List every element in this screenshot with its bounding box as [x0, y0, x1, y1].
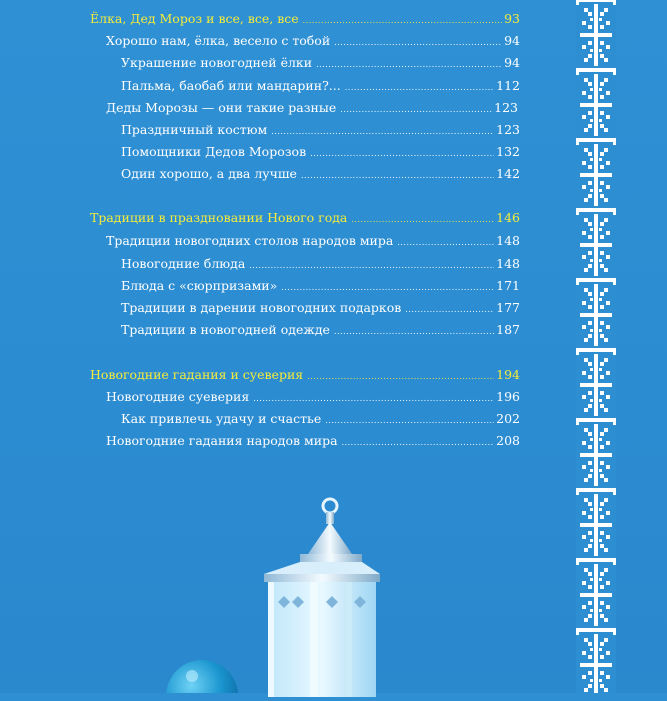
- toc-entry-page: 196: [496, 389, 520, 404]
- toc-entry-label: Традиции в дарении новогодних подарков: [121, 300, 402, 315]
- toc-entry[interactable]: [121, 322, 520, 340]
- leader-dots: [271, 124, 494, 140]
- leader-dots: [253, 391, 494, 407]
- toc-entry-label: Хорошо нам, ёлка, весело с тобой: [106, 33, 331, 48]
- toc-entry-page: 132: [496, 144, 520, 159]
- toc-entry[interactable]: [121, 78, 520, 96]
- toc-entry-label: Ёлка, Дед Мороз и все, все, все: [90, 11, 299, 26]
- toc-entry[interactable]: [106, 433, 520, 451]
- toc-entry[interactable]: [90, 367, 520, 385]
- toc-entry-label: Пальма, баобаб или мандарин?...: [121, 78, 341, 93]
- toc-entry-label: Как привлечь удачу и счастье: [121, 411, 322, 426]
- toc-entry[interactable]: [106, 389, 520, 407]
- toc-entry-page: 123: [496, 122, 520, 137]
- toc-entry-page: 146: [496, 210, 520, 225]
- toc-entry[interactable]: [121, 166, 520, 184]
- toc-entry[interactable]: [121, 256, 520, 274]
- toc-entry[interactable]: [121, 122, 520, 140]
- toc-entry-label: Украшение новогодней ёлки: [121, 55, 313, 70]
- toc-entry-label: Деды Морозы — они такие разные: [106, 100, 337, 115]
- toc-entry[interactable]: [90, 11, 520, 29]
- toc-entry-label: Блюда с «сюрпризами»: [121, 278, 278, 293]
- leader-dots: [345, 80, 494, 96]
- toc-entry-label: Традиции новогодних столов народов мира: [106, 233, 394, 248]
- toc-entry-page: 177: [496, 300, 520, 315]
- toc-entry-page: 94: [504, 55, 520, 70]
- toc-entry[interactable]: [121, 411, 520, 429]
- leader-dots: [303, 13, 502, 29]
- leader-dots: [334, 35, 502, 51]
- leader-dots: [340, 102, 492, 118]
- leader-dots: [281, 280, 494, 296]
- toc-entry[interactable]: [106, 233, 520, 251]
- toc-entry-page: 123: [494, 100, 518, 115]
- leader-dots: [301, 168, 494, 184]
- toc-entry-label: Праздничный костюм: [121, 122, 268, 137]
- toc-entry[interactable]: [121, 55, 520, 73]
- toc-entry-page: 208: [496, 433, 520, 448]
- leader-dots: [325, 413, 494, 429]
- toc-entry-page: 112: [496, 78, 520, 93]
- leader-dots: [310, 146, 494, 162]
- knitted-snowflake-border: [576, 0, 616, 693]
- leader-dots: [405, 302, 494, 318]
- silver-lantern-icon: [250, 492, 390, 701]
- toc-entry-label: Один хорошо, а два лучше: [121, 166, 297, 181]
- toc-entry-page: 194: [496, 367, 520, 382]
- leader-dots: [249, 258, 494, 274]
- toc-entry-label: Новогодние блюда: [121, 256, 246, 271]
- toc-entry[interactable]: [121, 278, 520, 296]
- toc-entry-page: 171: [496, 278, 520, 293]
- toc-entry-page: 93: [504, 11, 520, 26]
- toc-entry-page: 187: [496, 322, 520, 337]
- toc-entry-label: Традиции в новогодней одежде: [121, 322, 330, 337]
- toc-entry[interactable]: [106, 100, 518, 118]
- toc-entry[interactable]: [121, 300, 520, 318]
- toc-entry-page: 148: [496, 256, 520, 271]
- leader-dots: [316, 57, 502, 73]
- leader-dots: [342, 435, 495, 451]
- leader-dots: [307, 369, 494, 385]
- toc-entry-label: Новогодние суеверия: [106, 389, 250, 404]
- toc-entry-page: 94: [504, 33, 520, 48]
- leader-dots: [334, 324, 494, 340]
- toc-entry-page: 148: [496, 233, 520, 248]
- toc-entry-page: 142: [496, 166, 520, 181]
- leader-dots: [351, 212, 494, 228]
- toc-entry-label: Новогодние гадания народов мира: [106, 433, 338, 448]
- toc-entry[interactable]: [90, 210, 520, 228]
- toc-entry[interactable]: [106, 33, 520, 51]
- toc-entry[interactable]: [121, 144, 520, 162]
- toc-entry-label: Новогодние гадания и суеверия: [90, 367, 304, 382]
- toc-entry-label: Традиции в праздновании Нового года: [90, 210, 348, 225]
- blue-christmas-ball-icon: [160, 652, 250, 697]
- toc-entry-page: 202: [496, 411, 520, 426]
- leader-dots: [397, 235, 494, 251]
- toc-entry-label: Помощники Дедов Морозов: [121, 144, 307, 159]
